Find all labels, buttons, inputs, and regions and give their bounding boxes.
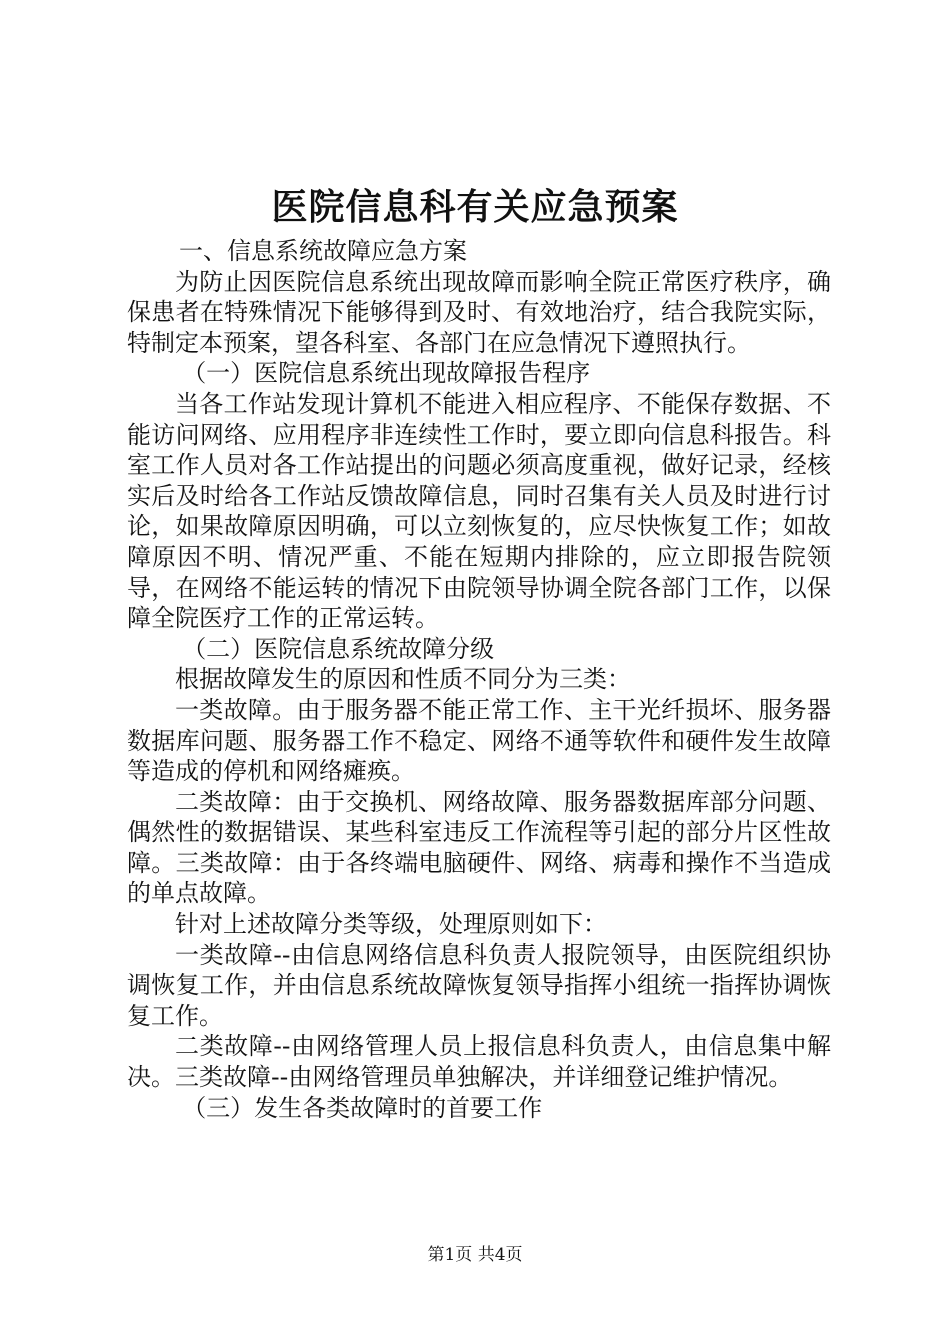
paragraph-class-two-three: 二类故障：由于交换机、网络故障、服务器数据库部分问题、偶然性的数据错误、某些科室违反工作流程等引起的部分片区性故障。三类故障：由于各终端电脑硬件、网络、病毒和操作不当造成的单点故障。 <box>127 787 831 908</box>
document-title: 医院信息科有关应急预案 <box>271 186 679 228</box>
section-heading-1: 一、信息系统故障应急方案 <box>179 237 467 265</box>
page-number-footer: 第1页 共4页 <box>427 1245 523 1265</box>
document-body <box>127 236 831 1123</box>
subsection-heading-3: （三）发生各类故障时的首要工作 <box>182 1093 543 1122</box>
paragraph-principles-intro: 针对上述故障分类等级，处理原则如下： <box>175 910 607 939</box>
paragraph-classification-intro: 根据故障发生的原因和性质不同分为三类： <box>175 665 631 694</box>
paragraph-class-one: 一类故障。由于服务器不能正常工作、主干光纤损坏、服务器数据库问题、服务器工作不稳定、网络不通等软件和硬件发生故障等造成的停机和网络瘫痪。 <box>127 695 831 786</box>
subsection-heading-1: （一）医院信息系统出现故障报告程序 <box>182 359 591 388</box>
paragraph-principle-two-three: 二类故障--由网络管理人员上报信息科负责人，由信息集中解决。三类故障--由网络管理员单独解决，并详细登记维护情况。 <box>127 1032 831 1092</box>
paragraph-purpose: 为防止因医院信息系统出现故障而影响全院正常医疗秩序，确保患者在特殊情况下能够得到及时、有效地治疗，结合我院实际，特制定本预案，望各科室、各部门在应急情况下遵照执行。 <box>127 267 831 357</box>
paragraph-report-procedure: 当各工作站发现计算机不能进入相应程序、不能保存数据、不能访问网络、应用程序非连续性工作时，要立即向信息科报告。科室工作人员对各工作站提出的问题必须高度重视，做好记录，经核实后及时给各工作站反馈故障信息，同时召集有关人员及时进行讨论，如果故障原因明确，可以立刻恢复的，应尽快恢复工作；如故障原因不明、情况严重、不能在短期内排除的，应立即报告院领导，在网络不能运转的情况下由院领导协调全院各部门工作，以保障全院医疗工作的正常运转。 <box>127 389 831 633</box>
paragraph-principle-one: 一类故障--由信息网络信息科负责人报院领导，由医院组织协调恢复工作，并由信息系统故障恢复领导指挥小组统一指挥协调恢复工作。 <box>127 940 831 1030</box>
subsection-heading-2: （二）医院信息系统故障分级 <box>182 634 495 663</box>
